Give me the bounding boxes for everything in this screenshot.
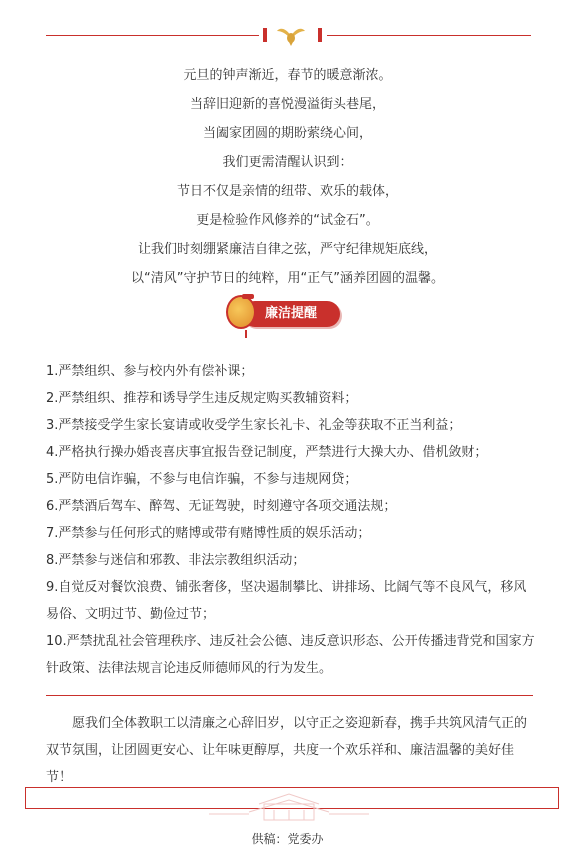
- rule-item: 8.严禁参与迷信和邪教、非法宗教组织活动；: [46, 553, 306, 568]
- section-divider: [46, 695, 533, 696]
- rule-item: 2.严禁组织、推荐和诱导学生违反规定购买教辅资料；: [46, 391, 358, 406]
- rule-item: 5.严防电信诈骗，不参与电信诈骗，不参与违规网贷；: [46, 472, 358, 487]
- top-divider-right: [327, 35, 531, 36]
- dove-icon: [276, 22, 306, 46]
- poem-line: 让我们时刻绷紧廉洁自律之弦，严守纪律规矩底线，: [137, 242, 437, 257]
- ornament-bar-left: [263, 28, 267, 42]
- top-divider-left: [46, 35, 259, 36]
- poem-line: 节日不仅是亲情的纽带、欢乐的载体，: [176, 184, 398, 199]
- rule-item: 7.严禁参与任何形式的赌博或带有赌博性质的娱乐活动；: [46, 526, 371, 541]
- poem-line: 当阖家团圆的期盼萦绕心间，: [202, 126, 372, 141]
- lantern-icon: [226, 295, 256, 329]
- poem-line: 元旦的钟声渐近，春节的暖意渐浓。: [183, 68, 392, 83]
- poem: [0, 61, 575, 293]
- poem-line: 当辞旧迎新的喜悦漫溢街头巷尾，: [189, 97, 385, 112]
- rules-list: [46, 358, 536, 682]
- footer-credit: 供稿：党委办: [251, 832, 324, 846]
- rule-item: 4.严格执行操办婚丧喜庆事宜报告登记制度，严禁进行大操大办、借机敛财；: [46, 445, 488, 460]
- integrity-reminder-badge: [220, 293, 360, 335]
- poem-line: 以“清风”守护节日的纯粹，用“正气”涵养团圆的温馨。: [131, 271, 444, 286]
- rule-item: 1.严禁组织、参与校内外有偿补课；: [46, 364, 254, 379]
- poem-line: 我们更需清醒认识到：: [222, 155, 353, 170]
- poem-line: 更是检验作风修养的“试金石”。: [196, 213, 379, 228]
- building-silhouette-icon: [189, 782, 389, 822]
- rule-item: 9.自觉反对餐饮浪费、铺张奢侈，坚决遏制攀比、讲排场、比阔气等不良风气，移风易俗、文明过节、勤俭过节；: [46, 580, 527, 622]
- rule-item: 3.严禁接受学生家长宴请或收受学生家长礼卡、礼金等获取不正当利益；: [46, 418, 462, 433]
- rule-item: 6.严禁酒后驾车、醉驾、无证驾驶，时刻遵守各项交通法规；: [46, 499, 397, 514]
- badge-label: 廉洁提醒: [242, 301, 340, 327]
- rule-item: 10.严禁扰乱社会管理秩序、违反社会公德、违反意识形态、公开传播违背党和国家方针政策、法律法规言论违反师德师风的行为发生。: [46, 634, 535, 676]
- closing-paragraph: 愿我们全体教职工以清廉之心辞旧岁，以守正之姿迎新春，携手共筑风清气正的双节氛围，让团圆更安心、让年味更醇厚，共度一个欢乐祥和、廉洁温馨的美好佳节！: [46, 716, 528, 785]
- ornament-bar-right: [318, 28, 322, 42]
